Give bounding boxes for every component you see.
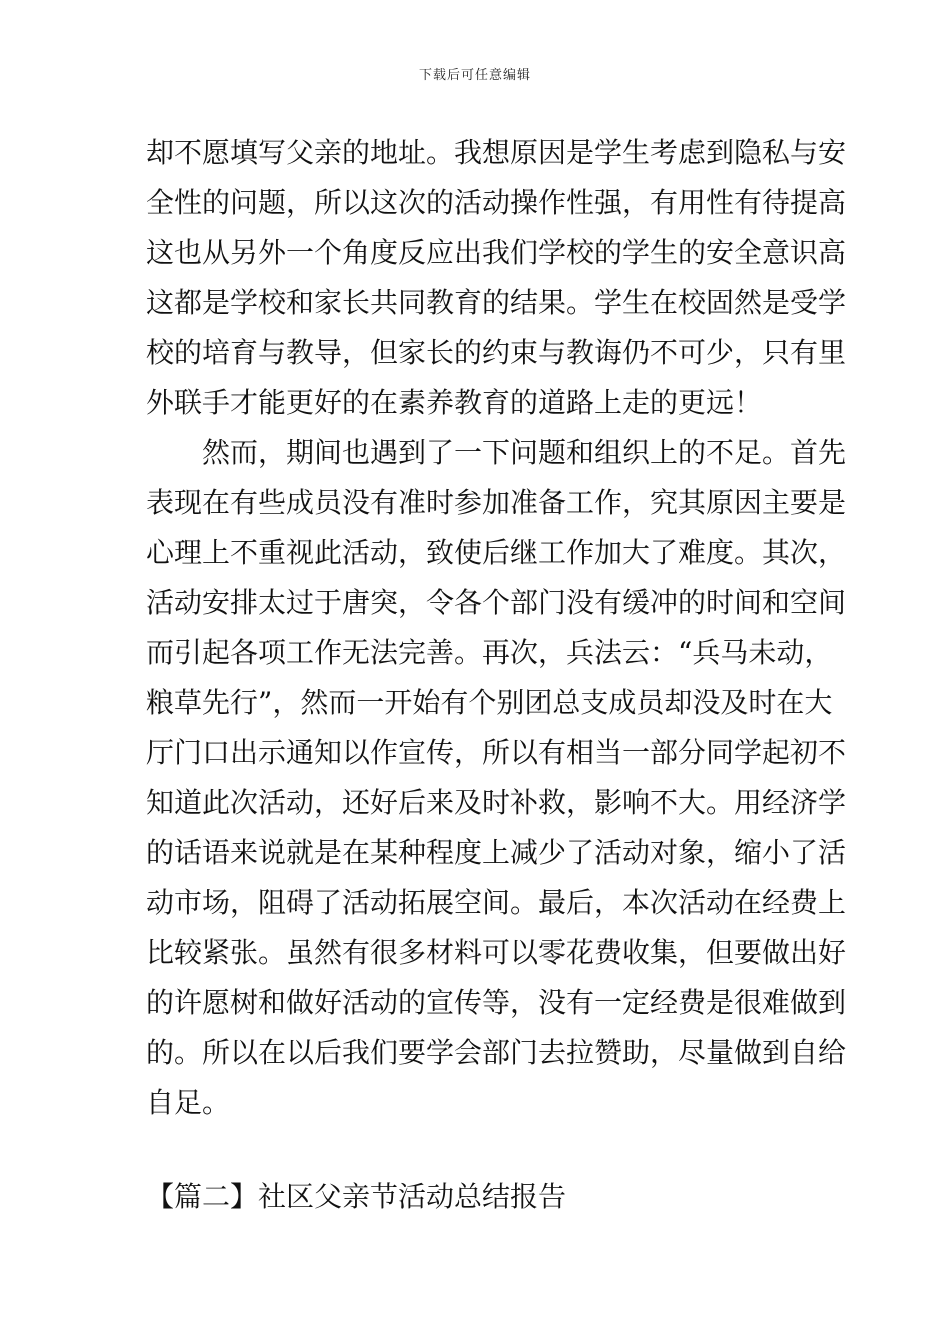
text-line: 的。所以在以后我们要学会部门去拉赞助，尽量做到自给 — [146, 1036, 847, 1069]
text-line: 粮草先行”，然而一开始有个别团总支成员却没及时在大 — [146, 686, 833, 719]
paragraph-1 — [146, 128, 847, 428]
text-line: 这也从另外一个角度反应出我们学校的学生的安全意识高 — [146, 236, 847, 269]
text-line: 知道此次活动，还好后来及时补救，影响不大。用经济学 — [146, 786, 847, 819]
paragraph-2 — [146, 428, 847, 1128]
text-line: 的话语来说就是在某种程度上减少了活动对象，缩小了活 — [146, 836, 847, 869]
text-line: 比较紧张。虽然有很多材料可以零花费收集，但要做出好 — [146, 936, 847, 969]
text-line: 却不愿填写父亲的地址。我想原因是学生考虑到隐私与安 — [146, 136, 847, 169]
text-line: 然而，期间也遇到了一下问题和组织上的不足。首先 — [202, 436, 847, 469]
text-line: 厅门口出示通知以作宣传，所以有相当一部分同学起初不 — [146, 736, 847, 769]
text-line: 表现在有些成员没有准时参加准备工作，究其原因主要是 — [146, 486, 847, 519]
section-heading: 【篇二】社区父亲节活动总结报告 — [146, 1180, 567, 1213]
text-line: 的许愿树和做好活动的宣传等，没有一定经费是很难做到 — [146, 986, 847, 1019]
text-line: 活动安排太过于唐突，令各个部门没有缓冲的时间和空间 — [146, 586, 847, 619]
document-body — [146, 128, 847, 1128]
text-line: 这都是学校和家长共同教育的结果。学生在校固然是受学 — [146, 286, 847, 319]
page-header: 下载后可任意编辑 — [418, 68, 531, 83]
text-line: 动市场，阻碍了活动拓展空间。最后，本次活动在经费上 — [146, 886, 847, 919]
text-line: 全性的问题，所以这次的活动操作性强，有用性有待提高 — [146, 186, 847, 219]
text-line: 而引起各项工作无法完善。再次，兵法云：“兵马未动， — [146, 636, 833, 669]
text-line: 心理上不重视此活动，致使后继工作加大了难度。其次， — [146, 536, 847, 569]
text-line: 校的培育与教导，但家长的约束与教诲仍不可少，只有里 — [146, 336, 847, 369]
text-line: 外联手才能更好的在素养教育的道路上走的更远！ — [146, 386, 763, 419]
text-line: 自足。 — [146, 1086, 231, 1119]
